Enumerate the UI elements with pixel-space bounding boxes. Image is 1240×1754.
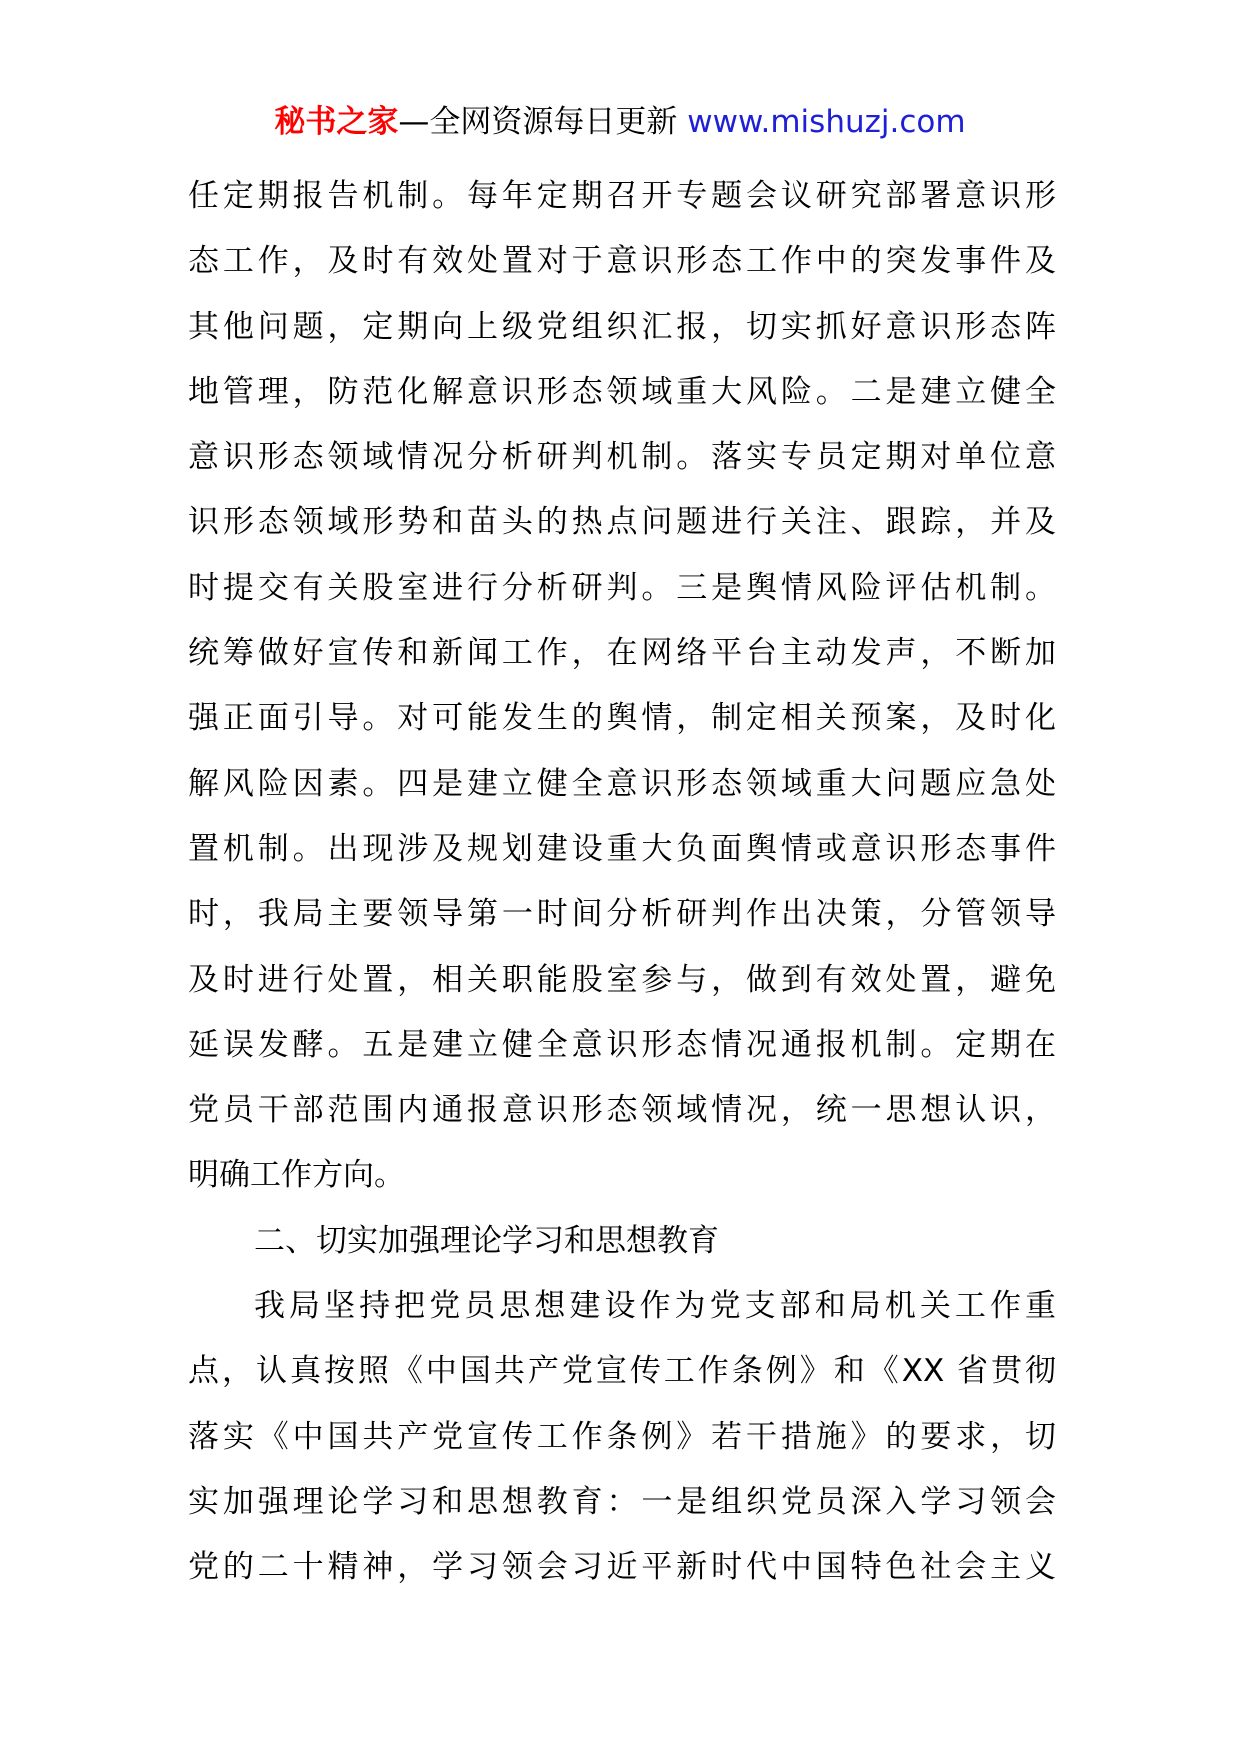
text-line: 及时进行处置，相关职能股室参与，做到有效处置，避免	[188, 961, 1056, 998]
paragraph-end-line: 明确工作方向。	[188, 1157, 405, 1194]
text-line: 党的二十精神，学习领会习近平新时代中国特色社会主义	[188, 1549, 1056, 1586]
text-line: 时，我局主要领导第一时间分析研判作出决策，分管领导	[188, 896, 1056, 933]
site-slogan: —全网资源每日更新	[398, 104, 688, 140]
site-brand: 秘书之家	[274, 104, 399, 140]
text-line: 时提交有关股室进行分析研判。三是舆情风险评估机制。	[188, 569, 1056, 606]
site-url-link[interactable]: www.mishuzj.com	[687, 104, 966, 140]
text-line: 党员干部范围内通报意识形态领域情况，统一思想认识，	[188, 1092, 1056, 1129]
text-line: 点，认真按照《中国共产党宣传工作条例》和《XX 省贯彻	[188, 1353, 1056, 1390]
text-line: 落实《中国共产党宣传工作条例》若干措施》的要求，切	[188, 1418, 1056, 1455]
text-line: 统筹做好宣传和新闻工作，在网络平台主动发声，不断加	[188, 635, 1056, 672]
text-line: 置机制。出现涉及规划建设重大负面舆情或意识形态事件	[188, 830, 1056, 867]
site-header	[0, 100, 1240, 144]
text-line: 实加强理论学习和思想教育：一是组织党员深入学习领会	[188, 1483, 1056, 1520]
text-line: 延误发酵。五是建立健全意识形态情况通报机制。定期在	[188, 1026, 1056, 1063]
text-line: 任定期报告机制。每年定期召开专题会议研究部署意识形	[188, 178, 1056, 214]
document-body	[188, 164, 1056, 1601]
text-line: 解风险因素。四是建立健全意识形态领域重大问题应急处	[188, 765, 1056, 802]
text-line: 态工作，及时有效处置对于意识形态工作中的突发事件及	[188, 243, 1056, 280]
text-line: 地管理，防范化解意识形态领域重大风险。二是建立健全	[188, 373, 1056, 410]
text-line: 意识形态领域情况分析研判机制。落实专员定期对单位意	[188, 439, 1056, 476]
paragraph-first-line: 我局坚持把党员思想建设作为党支部和局机关工作重	[254, 1288, 1056, 1325]
text-line: 识形态领域形势和苗头的热点问题进行关注、跟踪，并及	[188, 504, 1056, 541]
text-line: 强正面引导。对可能发生的舆情，制定相关预案，及时化	[188, 700, 1056, 737]
section-heading: 二、切实加强理论学习和思想教育	[254, 1222, 719, 1259]
text-line: 其他问题，定期向上级党组织汇报，切实抓好意识形态阵	[188, 308, 1056, 345]
